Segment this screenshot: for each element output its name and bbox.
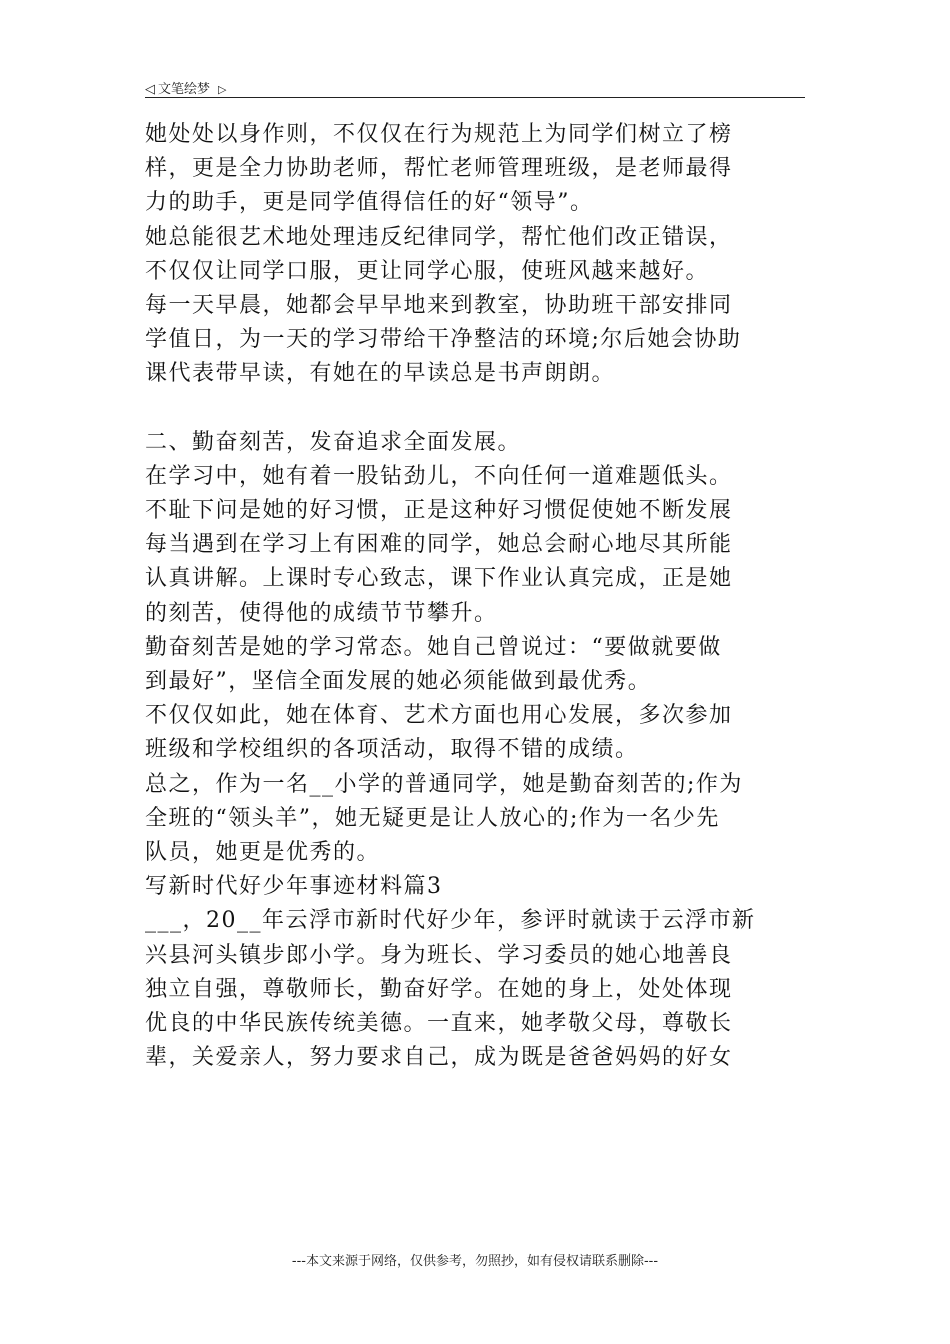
page-footer: ---本文来源于网络，仅供参考，勿照抄，如有侵权请联系删除--- (291, 1254, 659, 1269)
text-line: 班级和学校组织的各项活动，取得不错的成绩。 (145, 737, 639, 763)
text-line: 认真讲解。上课时专心致志，课下作业认真完成，正是她 (145, 566, 733, 592)
text-line: 兴县河头镇步郎小学。身为班长、学习委员的她心地善良 (145, 942, 733, 968)
text-line: 勤奋刻苦是她的学习常态。她自己曾说过：“要做就要做 (145, 634, 722, 660)
text-line: ___，20__年云浮市新时代好少年，参评时就读于云浮市新 (145, 908, 756, 934)
text-line: 全班的“领头羊”，她无疑更是让人放心的;作为一名少先 (145, 805, 720, 831)
brand-label (145, 78, 226, 97)
text-line: 独立自强，尊敬师长，勤奋好学。在她的身上，处处体现 (145, 976, 733, 1002)
text-line: 学值日，为一天的学习带给干净整洁的环境;尔后她会协助 (145, 327, 742, 353)
text-line: 不耻下问是她的好习惯，正是这种好习惯促使她不断发展 (145, 498, 733, 524)
text-line: 不仅仅让同学口服，更让同学心服，使班风越来越好。 (145, 258, 710, 284)
text-line: 不仅仅如此，她在体育、艺术方面也用心发展，多次参加 (145, 703, 733, 729)
text-line: 队员，她更是优秀的。 (145, 839, 381, 865)
left-triangle-icon: ◁ (145, 82, 155, 97)
text-line: 她总能很艺术地处理违反纪律同学，帮忙他们改正错误， (145, 224, 733, 250)
text-line: 力的助手，更是同学值得信任的好“领导”。 (145, 190, 594, 216)
right-triangle-icon: ▷ (218, 83, 227, 96)
text-line: 优良的中华民族传统美德。一直来，她孝敬父母，尊敬长 (145, 1010, 733, 1036)
text-line: 在学习中，她有着一股钻劲儿，不向任何一道难题低头。 (145, 463, 733, 489)
header-rule (145, 97, 805, 98)
text-line: 到最好”，坚信全面发展的她必须能做到最优秀。 (145, 669, 652, 694)
section-heading: 二、勤奋刻苦，发奋追求全面发展。 (145, 429, 522, 455)
text-line: 课代表带早读，有她在的早读总是书声朗朗。 (145, 361, 616, 387)
text-line: 样，更是全力协助老师，帮忙老师管理班级，是老师最得 (145, 156, 733, 182)
text-line: 每当遇到在学习上有困难的同学，她总会耐心地尽其所能 (145, 532, 733, 558)
text-line: 每一天早晨，她都会早早地来到教室，协助班干部安排同 (145, 292, 733, 318)
text-line: 总之，作为一名__小学的普通同学，她是勤奋刻苦的;作为 (145, 771, 743, 797)
brand-name: 文笔绘梦 (158, 82, 211, 97)
text-line: 她处处以身作则，不仅仅在行为规范上为同学们树立了榜 (145, 122, 733, 147)
blank-line (145, 392, 810, 426)
text-line: 的刻苦，使得他的成绩节节攀升。 (145, 600, 498, 626)
text-line: 辈，关爱亲人，努力要求自己，成为既是爸爸妈妈的好女 (145, 1045, 733, 1071)
body-text (145, 118, 810, 1075)
page-header (145, 72, 805, 98)
article-title: 写新时代好少年事迹材料篇3 (145, 874, 443, 900)
